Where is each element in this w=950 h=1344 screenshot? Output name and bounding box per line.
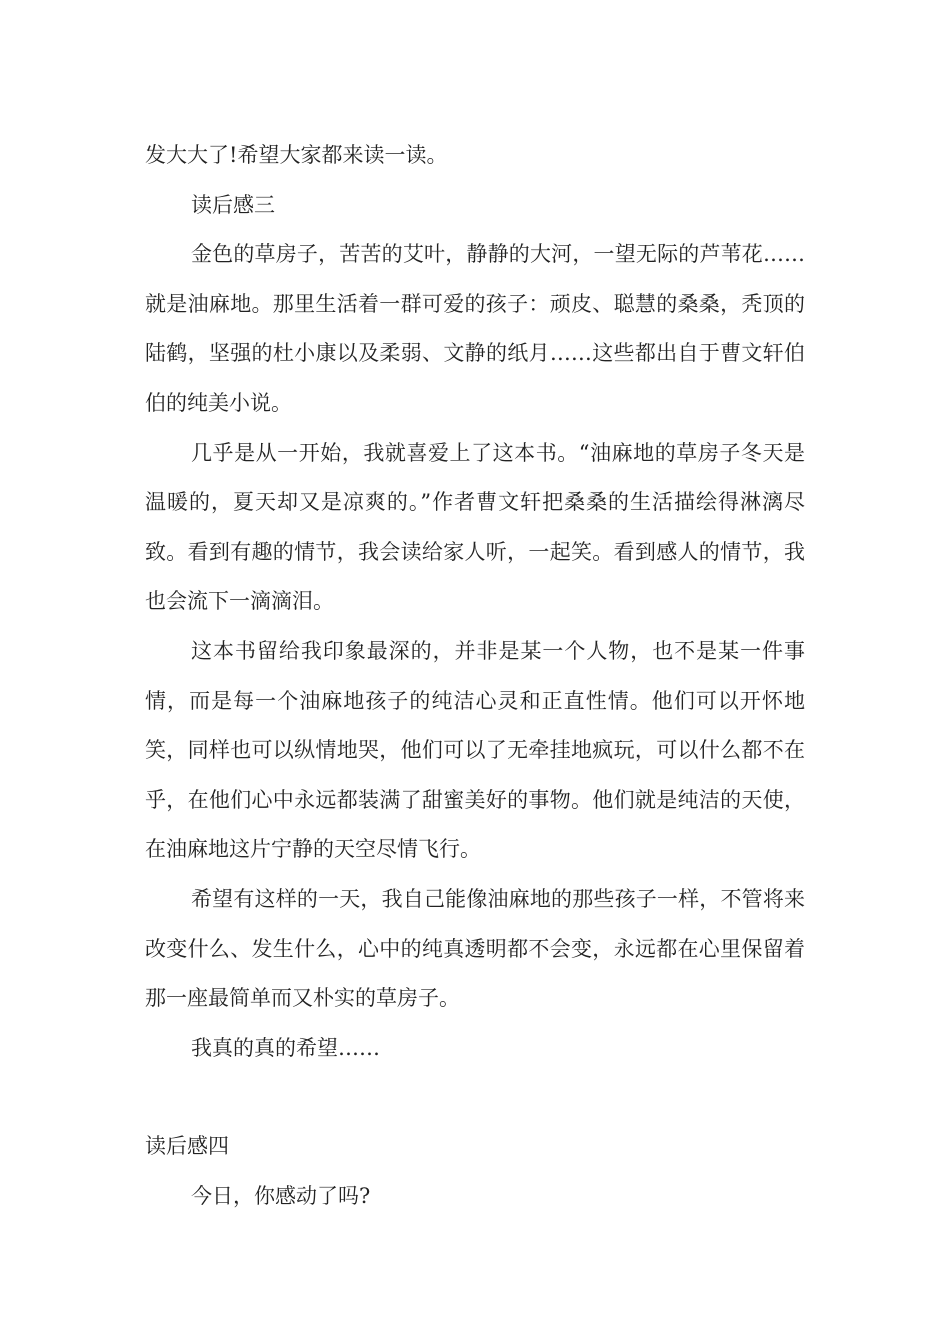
paragraph-intro: 金色的草房子，苦苦的艾叶，静静的大河，一望无际的芦苇花……就是油麻地。那里生活着一群可爱的孩子：顽皮、聪慧的桑桑，秃顶的陆鹤，坚强的杜小康以及柔弱、文静的纸月……这些都出自于曹文轩伯伯的纯美小说。 [145,242,805,415]
section-heading-4: 读后感四 [145,1134,229,1159]
paragraph-closing: 我真的真的希望…… [191,1035,380,1060]
paragraph-continuation: 发大大了!希望大家都来读一读。 [145,143,448,167]
paragraph-hope: 希望有这样的一天，我自己能像油麻地的那些孩子一样，不管将来改变什么、发生什么，心中的纯真透明都不会变，永远都在心里保留着那一座最简单而又朴实的草房子。 [145,886,805,1011]
section-heading-3: 读后感三 [191,192,275,217]
paragraph-impression: 这本书留给我印象最深的，并非是某一个人物，也不是某一件事情，而是每一个油麻地孩子的纯洁心灵和正直性情。他们可以开怀地笑，同样也可以纵情地哭，他们可以了无牵挂地疯玩，可以什么都不在乎，在他们心中永远都装满了甜蜜美好的事物。他们就是纯洁的天使，在油麻地这片宁静的天空尽情飞行。 [145,638,805,862]
paragraph-question: 今日，你感动了吗? [191,1183,371,1208]
paragraph-love-book: 几乎是从一开始，我就喜爱上了这本书。“油麻地的草房子冬天是温暖的，夏天却又是凉爽的。”作者曹文轩把桑桑的生活描绘得淋漓尽致。看到有趣的情节，我会读给家人听，一起笑。看到感人的情节，我也会流下一滴滴泪。 [145,440,805,614]
article-body [145,131,805,1221]
